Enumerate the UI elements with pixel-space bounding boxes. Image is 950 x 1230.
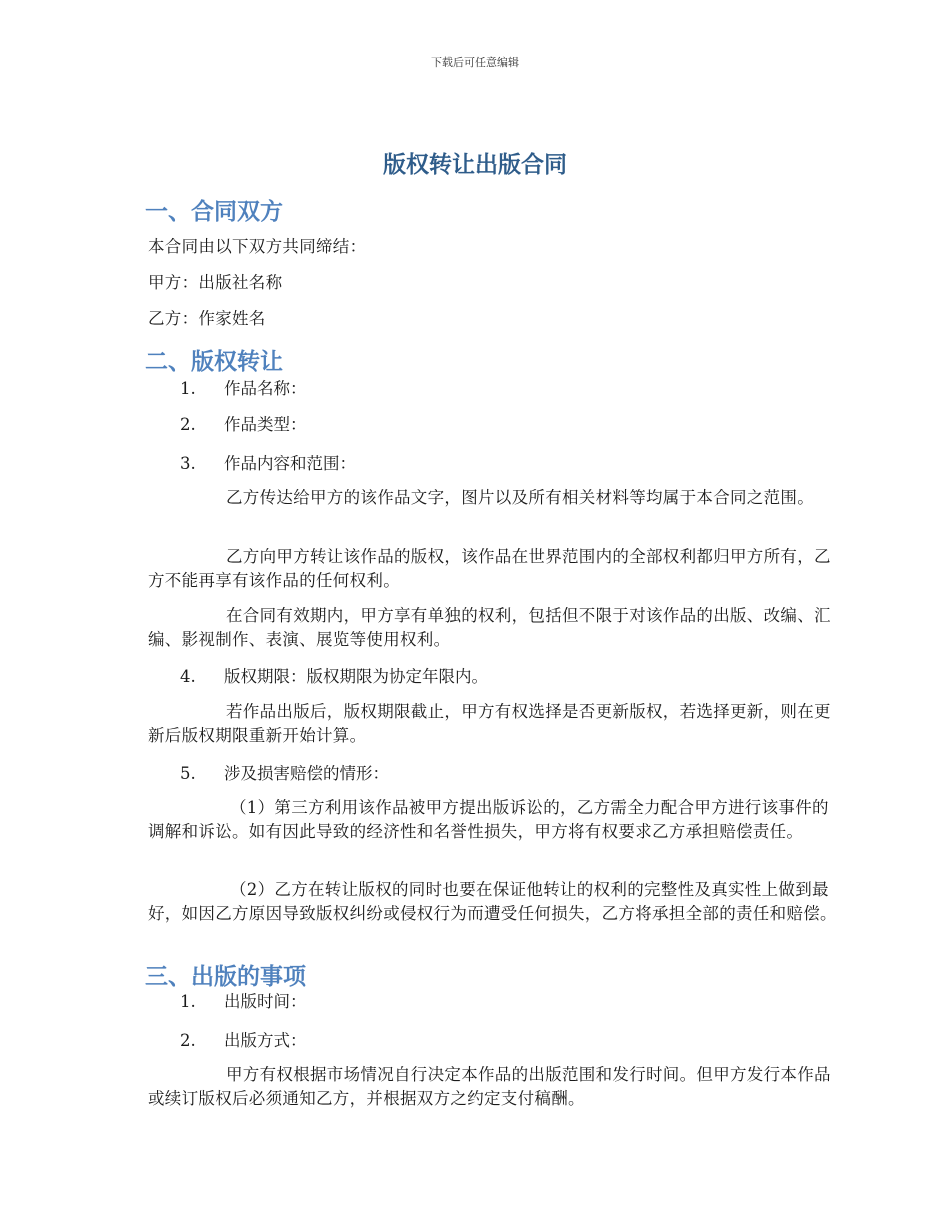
list-number: 4. [180, 667, 196, 686]
list-item-label: 作品内容和范围： [224, 454, 356, 473]
list-item [180, 663, 488, 687]
paragraph-transfer: 乙方向甲方转让该作品的版权，该作品在世界范围内的全部权利都归甲方所有，乙方不能再享有该作品的任何权利。 [148, 547, 831, 590]
list-item-label: 版权期限：版权期限为协定年限内。 [224, 667, 488, 686]
section-heading-publication: 三、出版的事项 [145, 964, 306, 990]
paragraph-scope: 乙方传达给甲方的该作品文字，图片以及所有相关材料等均属于本合同之范围。 [226, 488, 814, 507]
section-heading-copyright-transfer: 二、版权转让 [145, 349, 283, 375]
paragraph-publication-rights: 甲方有权根据市场情况自行决定本作品的出版范围和发行时间。但甲方发行本作品或续订版权后必须通知乙方，并根据双方之约定支付稿酬。 [148, 1065, 831, 1108]
paragraph-party-b: 乙方：作家姓名 [148, 309, 266, 328]
list-item [180, 411, 307, 435]
list-item-label: 出版时间： [224, 992, 307, 1011]
list-number: 3. [180, 454, 196, 473]
list-item [180, 450, 356, 474]
list-item-label: 作品类型： [224, 415, 307, 434]
paragraph-third-party: （1）第三方利用该作品被甲方提出版诉讼的，乙方需全力配合甲方进行该事件的调解和诉讼。如有因此导致的经济性和名誉性损失，甲方将有权要求乙方承担赔偿责任。 [148, 798, 829, 841]
document-title: 版权转让出版合同 [383, 152, 567, 178]
list-item-label: 涉及损害赔偿的情形： [224, 764, 389, 783]
section-heading-parties: 一、合同双方 [145, 199, 283, 225]
paragraph-party-a: 甲方：出版社名称 [148, 273, 283, 292]
list-item [180, 988, 307, 1012]
paragraph-renewal: 若作品出版后，版权期限截止，甲方有权选择是否更新版权，若选择更新，则在更新后版权期限重新开始计算。 [148, 702, 831, 745]
list-item-label: 作品名称： [224, 379, 307, 398]
list-item-label: 出版方式： [224, 1031, 307, 1050]
list-item [180, 375, 307, 399]
paragraph-warranty: （2）乙方在转让版权的同时也要在保证他转让的权利的完整性及真实性上做到最好，如因乙方原因导致版权纠纷或侵权行为而遭受任何损失，乙方将承担全部的责任和赔偿。 [148, 880, 837, 923]
list-item [180, 760, 389, 784]
list-item [180, 1027, 307, 1051]
paragraph-exclusive-rights: 在合同有效期内，甲方享有单独的权利，包括但不限于对该作品的出版、改编、汇编、影视制作、表演、展览等使用权利。 [148, 606, 831, 649]
header-note: 下载后可任意编辑 [431, 56, 519, 69]
list-number: 1. [180, 992, 196, 1011]
list-number: 5. [180, 764, 196, 783]
paragraph-intro: 本合同由以下双方共同缔结： [148, 237, 367, 256]
list-number: 2. [180, 1031, 196, 1050]
list-number: 2. [180, 415, 196, 434]
list-number: 1. [180, 379, 196, 398]
